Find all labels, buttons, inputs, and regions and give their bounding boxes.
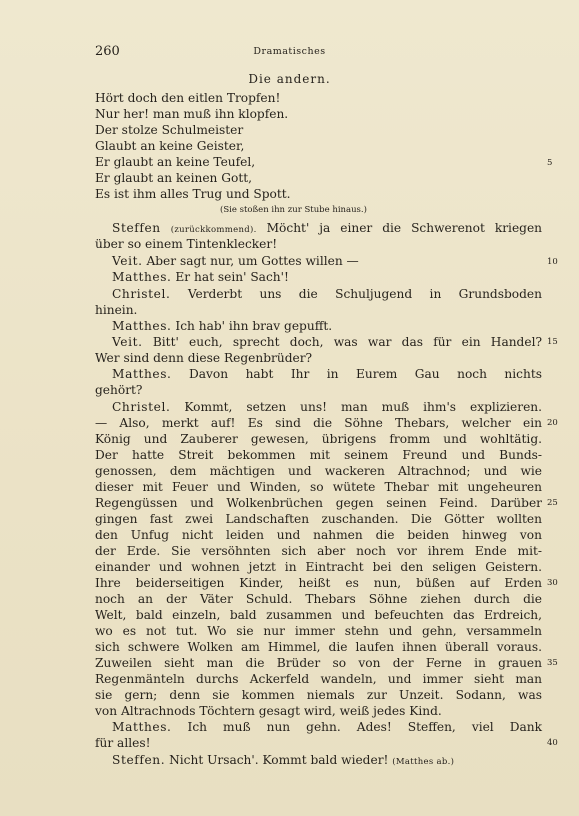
dialogue-text: Ich muß nun gehn. Ades! Steffen, viel Dank	[187, 720, 542, 734]
verse-line: Hört doch den eitlen Tropfen!	[95, 91, 281, 105]
dialogue-line	[112, 399, 542, 415]
prose-line: genossen, dem mächtigen und wackeren Altrachnod; und wie	[95, 464, 542, 478]
speaker-name: Christel.	[112, 287, 171, 301]
stage-direction: (zurückkommend).	[170, 225, 257, 235]
prose-line: Regengüssen und Wolkenbrüchen gegen seinen Feind. Darüber	[95, 496, 542, 510]
prose-line: der Erde. Sie versöhnten sich aber noch vor ihrem Ende mit-	[95, 544, 542, 558]
dialogue-text: Er hat sein' Sach'!	[175, 270, 289, 284]
page-number: 260	[95, 44, 120, 59]
dialogue-line	[112, 269, 289, 285]
prose-line: — Also, merkt auf! Es sind die Söhne Thebars, welcher ein	[95, 416, 542, 430]
prose-line: Welt, bald einzeln, bald zusammen und befeuchten das Erdreich,	[95, 608, 542, 622]
dialogue-text: Verderbt uns die Schuljugend in Grundsboden	[187, 287, 542, 301]
line-number: 10	[547, 257, 558, 267]
speaker-name: Christel.	[112, 400, 171, 414]
dialogue-text: Aber sagt nur, um Gottes willen —	[146, 254, 359, 268]
dialogue-continuation: hinein.	[95, 303, 138, 317]
prose-line: den Unfug nicht leiden und nahmen die beiden hinweg von	[95, 528, 542, 542]
line-number: 30	[547, 578, 558, 588]
dialogue-text: Davon habt Ihr in Eurem Gau noch nichts	[189, 367, 542, 381]
prose-line: Der hatte Streit bekommen mit seinem Freund und Bunds-	[95, 448, 542, 462]
prose-line: Zuweilen sieht man die Brüder so von der Ferne in grauen	[95, 656, 542, 670]
prose-line: Ihre beiderseitigen Kinder, heißt es nun, büßen auf Erden	[95, 576, 542, 590]
dialogue-text: Möcht' ja einer die Schwerenot kriegen	[266, 221, 543, 235]
dialogue-continuation: gehört?	[95, 383, 143, 397]
prose-line: wo es not tut. Wo sie nur immer stehn und gehn, versammeln	[95, 624, 542, 638]
speaker-name: Veit.	[112, 335, 143, 349]
line-number: 20	[547, 418, 558, 428]
dialogue-line	[112, 752, 454, 770]
dialogue-continuation: für alles!	[95, 736, 151, 750]
speaker-name: Veit.	[112, 254, 143, 268]
verse-line: Nur her! man muß ihn klopfen.	[95, 107, 289, 121]
dialogue-continuation: Wer sind denn diese Regenbrüder?	[95, 351, 313, 365]
dialogue-continuation: über so einem Tintenklecker!	[95, 237, 278, 251]
speaker-heading: Die andern.	[248, 72, 331, 86]
prose-line: gingen fast zwei Landschaften zuschanden. Die Götter wollten	[95, 512, 542, 526]
dialogue-text: Kommt, setzen uns! man muß ihm's explizieren.	[184, 400, 543, 414]
stage-direction: (Sie stoßen ihn zur Stube hinaus.)	[220, 205, 367, 215]
dialogue-text: Nicht Ursach'. Kommt bald wieder!	[169, 753, 389, 767]
line-number: 15	[547, 337, 558, 347]
running-head: Dramatisches	[253, 46, 326, 57]
line-number: 40	[547, 738, 558, 748]
prose-line: noch an der Väter Schuld. Thebars Söhne ziehen durch die	[95, 592, 542, 606]
verse-line: Es ist ihm alles Trug und Spott.	[95, 187, 291, 201]
dialogue-text: Bitt' euch, sprecht doch, was war das für ein Handel?	[152, 335, 542, 349]
stage-direction: (Matthes ab.)	[392, 757, 455, 767]
speaker-name: Matthes.	[112, 270, 172, 284]
line-number: 5	[547, 158, 553, 168]
dialogue-line	[112, 253, 359, 269]
speaker-name: Matthes.	[112, 367, 172, 381]
dialogue-line	[112, 286, 542, 302]
line-number: 35	[547, 658, 558, 668]
prose-line: sich schwere Wolken am Himmel, die laufen ihnen überall voraus.	[95, 640, 542, 654]
verse-line: Der stolze Schulmeister	[95, 123, 244, 137]
dialogue-line	[112, 334, 542, 350]
prose-line: dieser mit Feuer und Winden, so wütete Thebar mit ungeheuren	[95, 480, 542, 494]
verse-line: Er glaubt an keine Teufel,	[95, 155, 256, 169]
verse-line: Er glaubt an keinen Gott,	[95, 171, 252, 185]
dialogue-line	[112, 719, 542, 735]
prose-line: König und Zauberer gewesen, übrigens fromm und wohltätig.	[95, 432, 542, 446]
speaker-name: Steffen	[112, 221, 161, 235]
prose-line: sie gern; denn sie kommen niemals zur Unzeit. Sodann, was	[95, 688, 542, 702]
dialogue-text: Ich hab' ihn brav gepufft.	[175, 319, 333, 333]
speaker-name: Matthes.	[112, 319, 172, 333]
speaker-name: Matthes.	[112, 720, 172, 734]
prose-line: von Altrachnods Töchtern gesagt wird, weiß jedes Kind.	[95, 704, 442, 718]
dialogue-line	[112, 318, 332, 334]
speaker-name: Steffen.	[112, 753, 166, 767]
dialogue-line	[112, 366, 542, 382]
line-number: 25	[547, 498, 558, 508]
verse-line: Glaubt an keine Geister,	[95, 139, 245, 153]
prose-line: Regenmänteln durchs Ackerfeld wandeln, und immer sieht man	[95, 672, 542, 686]
prose-line: einander und wohnen jetzt in Eintracht bei den seligen Geistern.	[95, 560, 542, 574]
